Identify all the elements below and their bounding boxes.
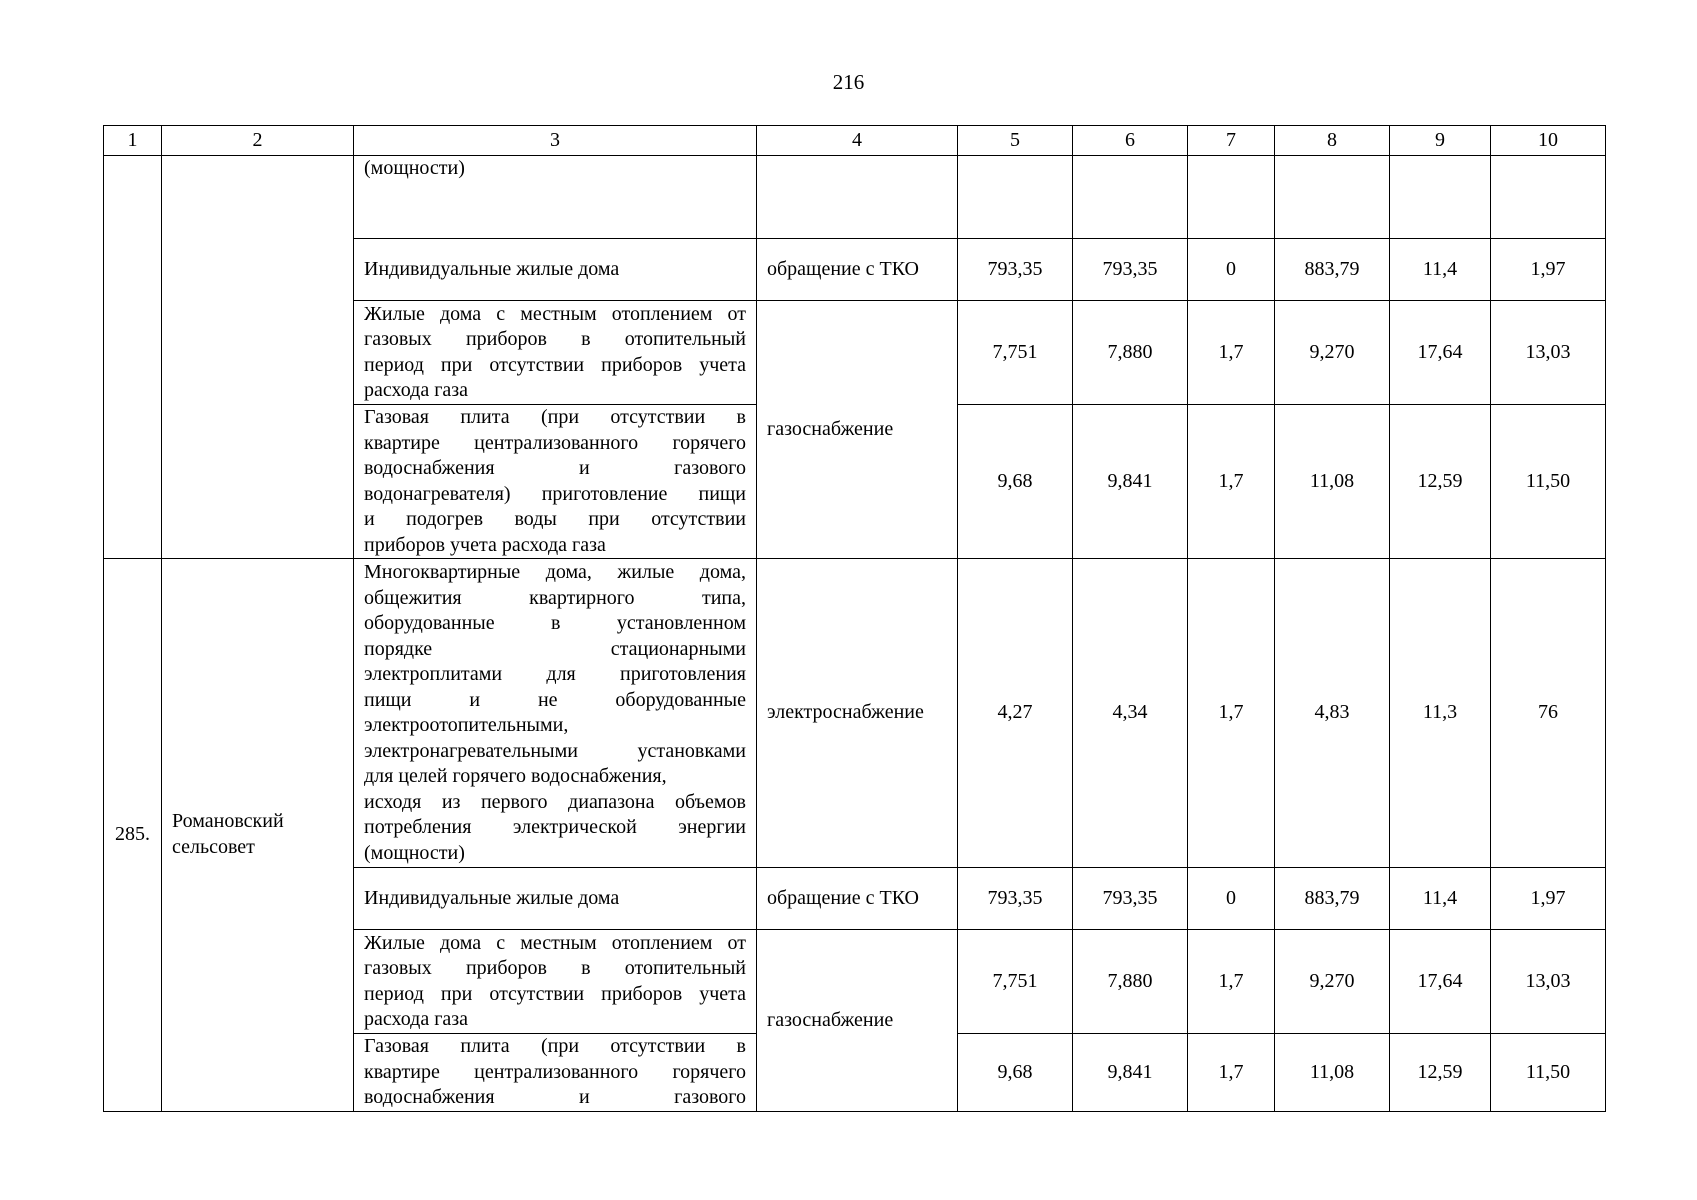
value-cell xyxy=(1188,156,1275,239)
value-cell: 12,59 xyxy=(1390,1034,1491,1112)
value-cell: 76 xyxy=(1491,559,1606,868)
consumer-category-cell xyxy=(354,301,757,405)
text-line: порядке стационарными xyxy=(364,637,746,660)
text-line: исходя из первого диапазона объемов xyxy=(364,790,746,813)
text-line: Газовая плита (при отсутствии в xyxy=(364,1035,746,1057)
text-line: оборудованные в установленном xyxy=(364,612,746,634)
text-line: электроплитами для приготовления xyxy=(364,663,746,685)
text-line: газовых приборов в отопительный xyxy=(364,957,746,979)
value-cell xyxy=(1073,156,1188,239)
value-cell: 1,7 xyxy=(1188,301,1275,405)
value-cell: 1,7 xyxy=(1188,930,1275,1034)
value-cell: 17,64 xyxy=(1390,930,1491,1034)
value-cell: 1,97 xyxy=(1491,868,1606,930)
value-cell: 9,841 xyxy=(1073,405,1188,559)
text-line: квартире централизованного горячего xyxy=(364,1060,746,1083)
column-number: 2 xyxy=(162,126,354,156)
text-line: водонагревателя) приготовление пищи xyxy=(364,482,746,505)
table-row xyxy=(104,559,1606,868)
locality-cell xyxy=(162,559,354,1112)
text-line: Жилые дома с местным отоплением от xyxy=(364,302,746,325)
page-number: 216 xyxy=(832,70,865,94)
value-cell: 4,83 xyxy=(1275,559,1390,868)
text-line: период при отсутствии приборов учета xyxy=(364,982,746,1005)
consumer-category-cell xyxy=(354,559,757,868)
service-cell: газоснабжение xyxy=(757,930,958,1112)
value-cell: 1,7 xyxy=(1188,405,1275,559)
value-cell: 0 xyxy=(1188,868,1275,930)
value-cell: 13,03 xyxy=(1491,301,1606,405)
text-line: водоснабжения и газового xyxy=(364,1086,746,1108)
value-cell: 793,35 xyxy=(958,239,1073,301)
text-line: для целей горячего водоснабжения, xyxy=(364,765,667,787)
text-line: (мощности) xyxy=(364,841,465,864)
column-number: 10 xyxy=(1491,126,1606,156)
text-line: пищи и не оборудованные xyxy=(364,688,746,711)
value-cell: 883,79 xyxy=(1275,868,1390,930)
text-line: приборов учета расхода газа xyxy=(364,533,606,556)
value-cell: 7,751 xyxy=(958,301,1073,405)
value-cell: 13,03 xyxy=(1491,930,1606,1034)
locality-name: сельсовет xyxy=(172,835,255,858)
value-cell: 9,68 xyxy=(958,1034,1073,1112)
text-line: общежития квартирного типа, xyxy=(364,586,746,609)
consumer-category-cell: Индивидуальные жилые дома xyxy=(354,239,757,301)
text-line: квартире централизованного горячего xyxy=(364,431,746,454)
value-cell: 11,08 xyxy=(1275,1034,1390,1112)
consumer-category-text: (мощности) xyxy=(364,157,465,179)
column-number-row xyxy=(104,126,1606,156)
value-cell: 7,880 xyxy=(1073,301,1188,405)
value-cell: 793,35 xyxy=(1073,239,1188,301)
value-cell: 1,97 xyxy=(1491,239,1606,301)
consumer-category-cell xyxy=(354,156,757,239)
text-line: расхода газа xyxy=(364,1008,469,1030)
value-cell: 11,4 xyxy=(1390,868,1491,930)
text-line: расхода газа xyxy=(364,379,469,401)
text-line: и подогрев воды при отсутствии xyxy=(364,508,746,530)
column-number: 4 xyxy=(757,126,958,156)
text-line: период при отсутствии приборов учета xyxy=(364,353,746,376)
column-number: 1 xyxy=(104,126,162,156)
text-line: электроотопительными, xyxy=(364,714,569,736)
consumer-category-cell xyxy=(354,930,757,1034)
service-cell: газоснабжение xyxy=(757,301,958,559)
value-cell: 9,270 xyxy=(1275,930,1390,1034)
entry-number-cell xyxy=(104,156,162,559)
value-cell: 17,64 xyxy=(1390,301,1491,405)
consumer-category-cell xyxy=(354,1034,757,1112)
value-cell: 0 xyxy=(1188,239,1275,301)
value-cell: 793,35 xyxy=(958,868,1073,930)
column-number: 6 xyxy=(1073,126,1188,156)
text-line: потребления электрической энергии xyxy=(364,816,746,838)
value-cell: 11,3 xyxy=(1390,559,1491,868)
table-row xyxy=(104,156,1606,239)
tariff-table xyxy=(103,125,1606,1112)
locality-cell xyxy=(162,156,354,559)
value-cell xyxy=(1491,156,1606,239)
value-cell: 883,79 xyxy=(1275,239,1390,301)
service-cell: обращение с ТКО xyxy=(757,239,958,301)
service-cell xyxy=(757,156,958,239)
column-number: 3 xyxy=(354,126,757,156)
value-cell: 9,68 xyxy=(958,405,1073,559)
column-number: 9 xyxy=(1390,126,1491,156)
column-number: 8 xyxy=(1275,126,1390,156)
consumer-category-cell: Индивидуальные жилые дома xyxy=(354,868,757,930)
value-cell: 4,34 xyxy=(1073,559,1188,868)
value-cell: 7,751 xyxy=(958,930,1073,1034)
consumer-category-cell xyxy=(354,405,757,559)
column-number: 5 xyxy=(958,126,1073,156)
locality-name: Романовский xyxy=(172,810,284,833)
column-number: 7 xyxy=(1188,126,1275,156)
value-cell xyxy=(1275,156,1390,239)
value-cell: 12,59 xyxy=(1390,405,1491,559)
entry-number-cell: 285. xyxy=(104,559,162,1112)
value-cell: 793,35 xyxy=(1073,868,1188,930)
text-line: Жилые дома с местным отоплением от xyxy=(364,931,746,954)
service-cell: электроснабжение xyxy=(757,559,958,868)
value-cell: 11,50 xyxy=(1491,405,1606,559)
value-cell: 11,4 xyxy=(1390,239,1491,301)
value-cell: 1,7 xyxy=(1188,559,1275,868)
value-cell xyxy=(1390,156,1491,239)
text-line: Газовая плита (при отсутствии в xyxy=(364,406,746,428)
value-cell: 4,27 xyxy=(958,559,1073,868)
value-cell: 9,270 xyxy=(1275,301,1390,405)
text-line: водоснабжения и газового xyxy=(364,457,746,479)
value-cell: 11,50 xyxy=(1491,1034,1606,1112)
value-cell: 11,08 xyxy=(1275,405,1390,559)
text-line: электронагревательными установками xyxy=(364,739,746,762)
value-cell: 9,841 xyxy=(1073,1034,1188,1112)
value-cell: 1,7 xyxy=(1188,1034,1275,1112)
value-cell xyxy=(958,156,1073,239)
text-line: Многоквартирные дома, жилые дома, xyxy=(364,561,746,583)
service-cell: обращение с ТКО xyxy=(757,868,958,930)
value-cell: 7,880 xyxy=(1073,930,1188,1034)
text-line: газовых приборов в отопительный xyxy=(364,328,746,350)
